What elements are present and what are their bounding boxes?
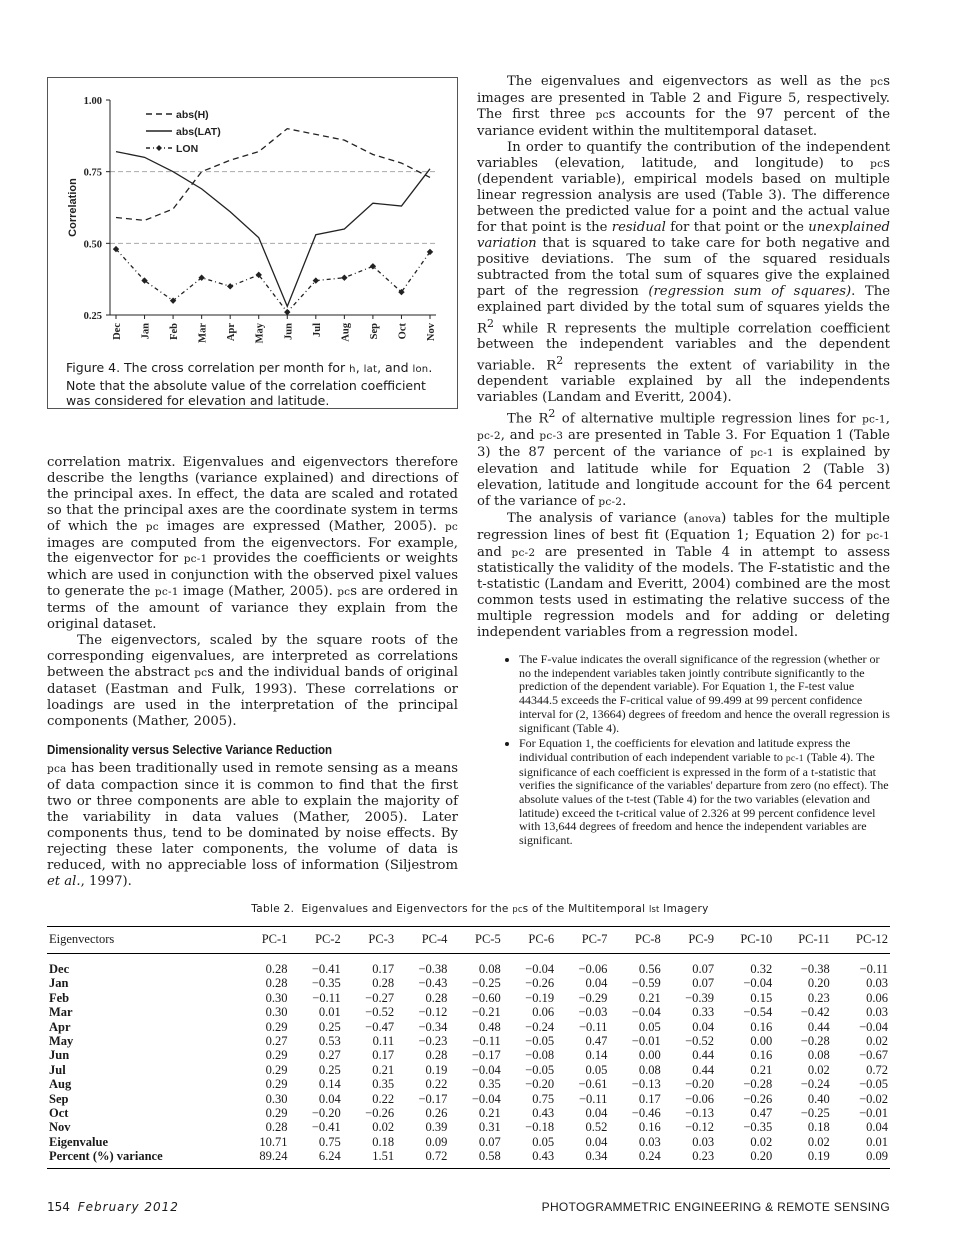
table-cell: 0.04 xyxy=(585,1134,608,1149)
row-label: Sep xyxy=(49,1091,69,1106)
column-header: PC-6 xyxy=(528,932,555,946)
table-cell: −0.35 xyxy=(743,1120,773,1135)
figure-caption: Figure 4. The cross correlation per month for h, lat, and lon. Note that the absolute value of the correlation coefficient was considered for elevation and latitude. xyxy=(66,360,433,408)
table-cell: −0.38 xyxy=(418,962,448,976)
row-label: Apr xyxy=(49,1019,71,1034)
section-heading: Dimensionality versus Selective Variance Reduction xyxy=(47,743,333,758)
table-cell: −0.17 xyxy=(418,1091,448,1106)
table-cell: 0.02 xyxy=(807,1134,830,1149)
table-cell: 0.02 xyxy=(866,1034,888,1049)
column-header: PC-12 xyxy=(856,932,888,946)
legend-label: abs(LAT) xyxy=(176,126,221,138)
y-tick-label: 0.75 xyxy=(83,167,102,179)
table-cell: −0.47 xyxy=(365,1019,395,1034)
table-cell: −0.13 xyxy=(685,1106,715,1121)
table-cell: 0.19 xyxy=(425,1062,448,1077)
table-row xyxy=(47,1077,890,1091)
table-cell: 0.01 xyxy=(318,1005,341,1020)
table-cell: 0.09 xyxy=(866,1149,888,1164)
x-tick-label: Feb xyxy=(169,323,181,340)
table-cell: −0.17 xyxy=(471,1048,501,1063)
table-cell: 0.07 xyxy=(478,1134,501,1149)
table-cell: −0.05 xyxy=(525,1034,555,1049)
paragraph: The $R^2$ of alternative multiple regression lines for pc-1, pc-2, and pc-3 are presented in Table 3. For Equation 1 (Table 3) the 87 percent of the variance of pc-1 is explained by elevation and latitude while for Equation 2 (Table 3) elevation, latitude and longitude account for the 64 percent of the variance of pc-2. xyxy=(477,406,890,509)
table-cell: 0.05 xyxy=(638,1019,661,1034)
y-tick-label: 1.00 xyxy=(83,96,102,107)
paragraph: correlation matrix. Eigenvalues and eigenvectors therefore describe the lengths (variance explained) and directions of the principal axes. In effect, the data are scaled and rotated so that the principal axes are the coordinate system in terms of which the pc images are expressed (Mather, 2005). pc images are computed from the eigenvectors. For example, the eigenvector for pc-1 provides the coefficients or weights which are used in conjunction with the observed pixel values to generate the pc-1 image (Mather, 2005). pcs are ordered in terms of the amount of variance they explain from the original dataset. xyxy=(47,455,458,633)
x-tick-label: Apr xyxy=(226,323,238,342)
table-cell: 0.44 xyxy=(692,1062,715,1077)
table-cell: −0.28 xyxy=(800,1034,830,1049)
table-cell: 0.21 xyxy=(638,990,661,1005)
table-cell: 0.06 xyxy=(532,1005,555,1020)
table-cell: 0.28 xyxy=(265,1120,288,1135)
table-cell: 0.30 xyxy=(265,1091,288,1106)
column-header: PC-5 xyxy=(475,932,501,946)
row-label: Jan xyxy=(49,976,69,991)
table-cell: −0.18 xyxy=(525,1120,555,1135)
eigenvector-table xyxy=(47,926,890,1169)
row-label: Aug xyxy=(49,1077,72,1092)
table-cell: 0.44 xyxy=(692,1048,715,1063)
table-cell: −0.01 xyxy=(859,1106,888,1121)
table-cell: 0.27 xyxy=(265,1034,288,1049)
data-point-marker xyxy=(284,309,290,315)
table-cell: 0.30 xyxy=(265,990,288,1005)
legend-marker xyxy=(156,145,162,151)
table-cell: 0.35 xyxy=(478,1077,501,1092)
table-cell: −0.05 xyxy=(859,1077,888,1092)
table-row xyxy=(47,1005,890,1019)
y-tick-label: 0.50 xyxy=(83,239,102,251)
column-header: PC-10 xyxy=(740,932,773,946)
table-cell: 0.29 xyxy=(265,1077,288,1092)
correlation-line-chart xyxy=(48,78,457,358)
table-cell: 0.04 xyxy=(318,1091,341,1106)
row-header-label: Eigenvectors xyxy=(49,932,115,946)
table-cell: −0.13 xyxy=(631,1077,661,1092)
table-cell: 0.33 xyxy=(692,1005,715,1020)
row-label: Oct xyxy=(49,1106,69,1121)
table-cell: 0.09 xyxy=(425,1134,448,1149)
table-cell: 0.14 xyxy=(585,1048,608,1063)
table-cell: −0.12 xyxy=(418,1005,448,1020)
table-cell: −0.24 xyxy=(800,1077,830,1092)
series-line-absh xyxy=(116,129,430,221)
table-cell: −0.19 xyxy=(525,990,555,1005)
table-cell: −0.54 xyxy=(743,1005,773,1020)
table-cell: 0.18 xyxy=(372,1134,395,1149)
table-cell: −0.29 xyxy=(578,990,608,1005)
row-label: Jul xyxy=(49,1062,66,1077)
table-cell: 0.05 xyxy=(585,1062,608,1077)
y-tick-label: 0.25 xyxy=(83,311,102,322)
table-cell: −0.39 xyxy=(685,990,715,1005)
paragraph: In order to quantify the contribution of the independent variables (elevation, latitude, and longitude) to pcs (dependent variable), empirical models based on multiple linear regression analysis are used (Table 3). The difference between the predicted value for a point and the actual value for that point is the residual for that point or the unexplained variation that is squared to take care for both negative and positive deviations. The sum of the squared residuals subtracted from the total sum of squares give the explained part of the regression (regression sum of squares). The explained part divided by the total sum of squares yields the $R^2$ while R represents the multiple correlation coefficient between the independent variables and the dependent variable. $R^2$ represents the extent of variability in the dependent variable explained by all the independents variables (Landam and Everitt, 2004). xyxy=(477,139,891,405)
x-tick-label: Aug xyxy=(340,323,352,342)
table-cell: 0.28 xyxy=(265,976,288,991)
table-cell: 0.22 xyxy=(425,1077,448,1092)
table-cell: −0.67 xyxy=(859,1048,888,1063)
table-cell: 0.75 xyxy=(532,1091,555,1106)
table-cell: −0.34 xyxy=(418,1019,448,1034)
table-cell: 0.25 xyxy=(318,1062,341,1077)
table-cell: 0.05 xyxy=(532,1134,555,1149)
column-header: PC-2 xyxy=(315,932,341,946)
series-line-lon xyxy=(116,249,430,312)
table-cell: 0.03 xyxy=(692,1134,715,1149)
table-cell: −0.20 xyxy=(525,1077,555,1092)
table-row xyxy=(47,1048,890,1062)
table-cell: −0.26 xyxy=(743,1091,773,1106)
table-cell: −0.11 xyxy=(578,1019,608,1034)
table-cell: −0.06 xyxy=(685,1091,715,1106)
row-label: Dec xyxy=(49,962,70,976)
table-cell: 0.00 xyxy=(750,1034,773,1049)
table-cell: 0.19 xyxy=(807,1149,830,1164)
table-cell: −0.04 xyxy=(859,1019,888,1034)
table-cell: 0.43 xyxy=(532,1149,555,1164)
row-label: May xyxy=(49,1034,74,1049)
table-cell: 0.21 xyxy=(478,1106,501,1121)
table-cell: 0.27 xyxy=(318,1048,341,1063)
table-cell: 0.44 xyxy=(807,1019,830,1034)
table-cell: 0.28 xyxy=(265,962,288,976)
table-cell: −0.03 xyxy=(578,1005,608,1020)
table-cell: 0.21 xyxy=(750,1062,773,1077)
table-cell: 0.20 xyxy=(807,976,830,991)
table-cell: 0.07 xyxy=(692,962,715,976)
row-label: Eigenvalue xyxy=(49,1134,109,1149)
table-row xyxy=(47,1106,890,1120)
table-cell: 0.08 xyxy=(478,962,501,976)
table-row xyxy=(47,1034,890,1048)
table-cell: 0.00 xyxy=(638,1048,661,1063)
table-cell: −0.11 xyxy=(472,1034,501,1049)
column-header: PC-3 xyxy=(368,932,395,946)
table-cell: −0.11 xyxy=(859,962,888,976)
table-cell: −0.61 xyxy=(578,1077,608,1092)
table-row xyxy=(47,1020,890,1034)
table-cell: 0.43 xyxy=(532,1106,555,1121)
table-cell: 0.17 xyxy=(638,1091,661,1106)
table-cell: 0.15 xyxy=(750,990,773,1005)
x-tick-label: Dec xyxy=(112,323,123,340)
table-row xyxy=(47,954,890,977)
right-column xyxy=(477,74,890,850)
bullet-item: • For Equation 1, the coefficients for elevation and latitude express the individual contribution of each independent variable to pc-1 (Table 4). The significance of each coefficient is expressed in the form of a t-statistic that verifies the significance of the variables' departure from zero (no effect). The absolute values of the t-test (Table 4) for the two variables (elevation and latitude) exceed the t-critical value of 2.326 at 99 percent confidence level with 13,644 degrees of freedom and hence the independent variables are significant. xyxy=(519,737,890,848)
table-cell: 0.23 xyxy=(692,1149,715,1164)
table-cell: 0.28 xyxy=(372,976,395,991)
table-cell: 0.02 xyxy=(372,1120,395,1135)
column-header: PC-7 xyxy=(581,932,608,946)
table-cell: 0.72 xyxy=(866,1062,888,1077)
table-cell: −0.04 xyxy=(471,1062,501,1077)
table-cell: 0.34 xyxy=(585,1149,608,1164)
x-tick-label: Sep xyxy=(368,323,380,340)
table-cell: 0.72 xyxy=(425,1149,448,1164)
table-caption: Table 2. Eigenvalues and Eigenvectors for the pcs of the Multitemporal lst Imagery xyxy=(251,903,709,915)
table-cell: 0.06 xyxy=(866,990,888,1005)
table-cell: 0.24 xyxy=(638,1149,661,1164)
table-cell: 0.29 xyxy=(265,1106,288,1121)
table-cell: −0.46 xyxy=(631,1106,661,1121)
bullet-list xyxy=(477,653,890,848)
table-cell: 6.24 xyxy=(318,1149,341,1164)
table-cell: −0.25 xyxy=(471,976,501,991)
table-cell: −0.20 xyxy=(311,1106,341,1121)
table-cell: −0.20 xyxy=(685,1077,715,1092)
table-row xyxy=(47,1092,890,1106)
table-cell: 0.28 xyxy=(425,990,448,1005)
row-label: Feb xyxy=(49,990,70,1005)
table-cell: 0.35 xyxy=(372,1077,395,1092)
table-cell: 0.47 xyxy=(585,1034,608,1049)
table-cell: −0.42 xyxy=(800,1005,830,1020)
table-cell: 0.31 xyxy=(478,1120,501,1135)
table-cell: −0.05 xyxy=(525,1062,555,1077)
table-cell: 0.02 xyxy=(807,1062,830,1077)
table-cell: 0.29 xyxy=(265,1062,288,1077)
table-cell: −0.43 xyxy=(418,976,448,991)
table-cell: 0.04 xyxy=(692,1019,715,1034)
paragraph: pca has been traditionally used in remote sensing as a means of data compaction since it is common to find that the first two or three components are able to explain the majority of the variability in data values (Mather, 2005). Later components thus, tend to be dominated by noise effects. By rejecting these later components, the volume of data is reduced, with no appreciable loss of information (Siljestrom et al., 1997). xyxy=(47,761,458,889)
table-cell: 0.16 xyxy=(750,1048,773,1063)
row-label: Percent (%) variance xyxy=(49,1149,163,1164)
table-cell: 0.53 xyxy=(318,1034,341,1049)
table-cell: −0.11 xyxy=(578,1091,608,1106)
table-cell: −0.28 xyxy=(743,1077,773,1092)
row-label: Nov xyxy=(49,1120,71,1135)
column-header: PC-8 xyxy=(635,932,661,946)
table-cell: 0.48 xyxy=(478,1019,501,1034)
table-cell: 0.56 xyxy=(638,962,661,976)
table-cell: 0.17 xyxy=(372,962,395,976)
table-cell: −0.01 xyxy=(631,1034,661,1049)
column-header: PC-1 xyxy=(261,932,288,946)
table-cell: 0.08 xyxy=(807,1048,830,1063)
paragraph: The analysis of variance (anova) tables for the multiple regression lines of best fit (Equation 1; Equation 2) for pc-1 and pc-2 are presented in Table 4 in attempt to assess statistically the validity of the models. The F-statistic and the t-statistic (Landam and Everitt, 2004) combined are the most common tests used in estimating the relative success of the multiple regression models and for adding or deleting independent variables from a regression model. xyxy=(477,510,890,641)
table-cell: 0.02 xyxy=(750,1134,773,1149)
table-cell: 0.03 xyxy=(866,976,888,991)
column-header: PC-11 xyxy=(798,932,830,946)
x-tick-label: Jun xyxy=(283,323,295,340)
table-cell: −0.27 xyxy=(365,990,395,1005)
table-cell: −0.35 xyxy=(311,976,341,991)
table-header-row xyxy=(47,927,890,954)
table-row xyxy=(47,1063,890,1077)
table-cell: 1.51 xyxy=(372,1149,395,1164)
table-cell: 89.24 xyxy=(259,1149,288,1164)
row-label: Mar xyxy=(49,1005,73,1020)
table-cell: −0.04 xyxy=(631,1005,661,1020)
y-axis-title: Correlation xyxy=(67,178,79,237)
x-tick-label: May xyxy=(254,323,266,344)
table-row xyxy=(47,976,890,990)
table-cell: 0.52 xyxy=(585,1120,608,1135)
table-cell: 0.25 xyxy=(318,1019,341,1034)
table-cell: −0.59 xyxy=(631,976,661,991)
journal-name: PHOTOGRAMMETRIC ENGINEERING & REMOTE SENSING xyxy=(541,1200,890,1214)
table-cell: 0.03 xyxy=(638,1134,661,1149)
legend-label: abs(H) xyxy=(176,109,209,121)
table-cell: −0.26 xyxy=(525,976,555,991)
table-cell: −0.26 xyxy=(365,1106,395,1121)
table-cell: 0.32 xyxy=(750,962,773,976)
table-cell: 0.20 xyxy=(750,1149,773,1164)
table-cell: −0.08 xyxy=(525,1048,555,1063)
table-row xyxy=(47,1135,890,1149)
x-tick-label: Jul xyxy=(311,323,323,338)
table-cell: −0.24 xyxy=(525,1019,555,1034)
left-column xyxy=(47,455,458,890)
table-cell: 0.21 xyxy=(372,1062,395,1077)
series-line-abslat xyxy=(116,152,430,307)
table-cell: −0.41 xyxy=(311,962,341,976)
table-cell: 0.16 xyxy=(638,1120,661,1135)
table-cell: 0.11 xyxy=(372,1034,395,1049)
table-cell: 0.07 xyxy=(692,976,715,991)
table-cell: −0.38 xyxy=(800,962,830,976)
table-cell: 0.04 xyxy=(866,1120,888,1135)
row-label: Jun xyxy=(49,1048,70,1063)
table-row xyxy=(47,991,890,1005)
x-tick-label: Jan xyxy=(140,323,152,340)
table-cell: −0.60 xyxy=(471,990,501,1005)
table-cell: −0.04 xyxy=(525,962,555,976)
table-cell: 0.29 xyxy=(265,1019,288,1034)
table-row xyxy=(47,1120,890,1134)
bullet-item: • The F-value indicates the overall significance of the regression (whether or no the independent variables taken jointly contribute significantly to the prediction of the dependent variable). For Equation 1, the F-test value 44344.5 exceeds the F-critical value of 99.499 at 99 percent confidence interval for (2, 13664) degrees of freedom and hence the overall regression is significant (Table 4). xyxy=(519,653,890,735)
column-header: PC-9 xyxy=(688,932,715,946)
table-cell: −0.02 xyxy=(859,1091,888,1106)
table-cell: 0.47 xyxy=(750,1106,773,1121)
table-cell: −0.12 xyxy=(685,1120,715,1135)
table-cell: 0.23 xyxy=(807,990,830,1005)
page-footer-left xyxy=(47,1200,179,1214)
table-row xyxy=(47,1149,890,1168)
table-cell: 0.16 xyxy=(750,1019,773,1034)
table-cell: 0.04 xyxy=(585,976,608,991)
table-cell: 0.18 xyxy=(807,1120,830,1135)
table-cell: −0.52 xyxy=(365,1005,395,1020)
table-cell: 0.17 xyxy=(372,1048,395,1063)
table-cell: 0.14 xyxy=(318,1077,341,1092)
table-cell: −0.52 xyxy=(685,1034,715,1049)
table-cell: 10.71 xyxy=(259,1134,288,1149)
table-cell: −0.41 xyxy=(311,1120,341,1135)
data-point-marker xyxy=(341,275,347,281)
table-cell: 0.39 xyxy=(425,1120,448,1135)
table-cell: 0.01 xyxy=(866,1134,888,1149)
table-cell: −0.21 xyxy=(471,1005,501,1020)
table-cell: 0.03 xyxy=(866,1005,888,1020)
table-cell: −0.06 xyxy=(578,962,608,976)
table-cell: −0.04 xyxy=(743,976,773,991)
x-tick-label: Nov xyxy=(426,323,437,342)
page-number: 154 xyxy=(47,1200,70,1214)
paragraph: The eigenvalues and eigenvectors as well as the pcs images are presented in Table 2 and Figure 5, respectively. The first three pcs accounts for the 97 percent of the variance evident within the multitemporal dataset. xyxy=(477,74,890,139)
figure-4 xyxy=(47,77,458,409)
table-cell: 0.40 xyxy=(807,1091,830,1106)
table-cell: 0.29 xyxy=(265,1048,288,1063)
issue-date: February 2012 xyxy=(77,1200,179,1214)
x-tick-label: Mar xyxy=(197,323,209,343)
table-cell: 0.30 xyxy=(265,1005,288,1020)
table-cell: 0.04 xyxy=(585,1106,608,1121)
x-tick-label: Oct xyxy=(397,323,409,340)
table-cell: −0.25 xyxy=(800,1106,830,1121)
legend-label: LON xyxy=(176,143,199,155)
column-header: PC-4 xyxy=(421,932,448,946)
table-cell: 0.26 xyxy=(425,1106,448,1121)
table-cell: −0.11 xyxy=(312,990,341,1005)
table-cell: 0.08 xyxy=(638,1062,661,1077)
table-cell: −0.04 xyxy=(471,1091,501,1106)
table-cell: 0.22 xyxy=(372,1091,395,1106)
paragraph: The eigenvectors, scaled by the square roots of the corresponding eigenvalues, are interpreted as correlations between the abstract pcs and the individual bands of original dataset (Eastman and Fulk, 1993). These correlations or loadings are used in the interpretation of the principal components (Mather, 2005). xyxy=(47,632,458,729)
table-cell: −0.23 xyxy=(418,1034,448,1049)
table-cell: 0.28 xyxy=(425,1048,448,1063)
table-cell: 0.58 xyxy=(478,1149,501,1164)
table-cell: 0.75 xyxy=(318,1134,341,1149)
data-point-marker xyxy=(227,283,233,289)
